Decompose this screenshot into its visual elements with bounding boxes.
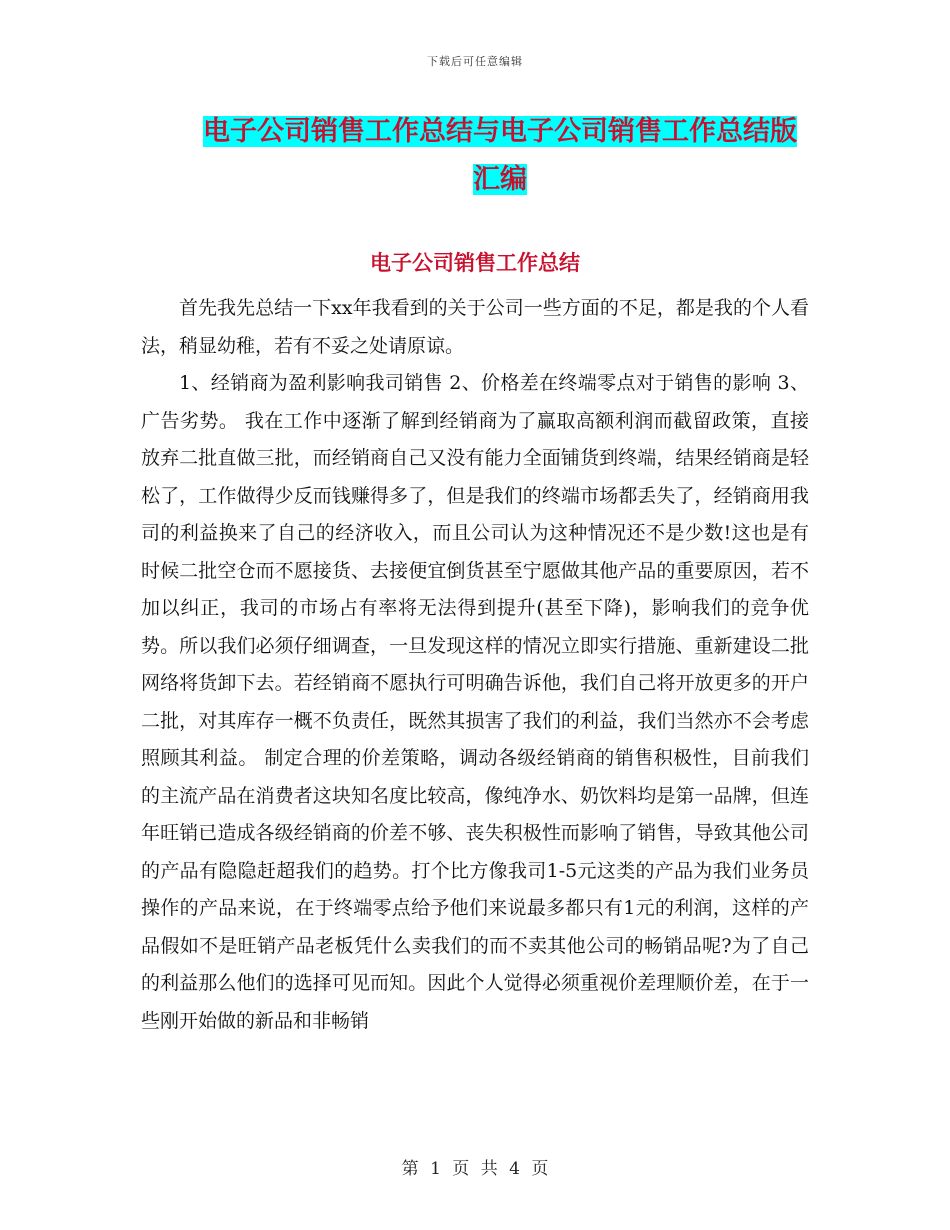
document-title-text: 电子公司销售工作总结与电子公司销售工作总结版汇编 bbox=[203, 116, 797, 195]
paragraph: 1、经销商为盈利影响我司销售 2、价格差在终端零点对于销售的影响 3、广告劣势。 我在工作中逐渐了解到经销商为了赢取高额利润而截留政策，直接放弃二批直做三批，而经销商自己又没有能力全面铺货到终端，结果经销商是轻松了，工作做得少反而钱赚得多了，但是我们的终端市场都丢失了，经销商用我司的利益换来了自己的经济收入，而且公司认为这种情况还不是少数!这也是有时候二批空仓而不愿接货、去接便宜倒货甚至宁愿做其他产品的重要原因，若不加以纠正，我司的市场占有率将无法得到提升(甚至下降)，影响我们的竞争优势。所以我们必须仔细调查，一旦发现这样的情况立即实行措施、重新建设二批网络将货卸下去。若经销商不愿执行可明确告诉他，我们自己将开放更多的开户二批，对其库存一概不负责任，既然其损害了我们的利益，我们当然亦不会考虑照顾其利益。 制定合理的价差策略，调动各级经销商的销售积极性，目前我们的主流产品在消费者这块知名度比较高，像纯净水、奶饮料均是第一品牌，但连年旺销已造成各级经销商的价差不够、丧失积极性而影响了销售，导致其他公司的产品有隐隐赶超我们的趋势。打个比方像我司1-5元这类的产品为我们业务员操作的产品来说，在于终端零点给予他们来说最多都只有1元的利润，这样的产品假如不是旺销产品老板凭什么卖我们的而不卖其他公司的畅销品呢?为了自己的利益那么他们的选择可见而知。因此个人觉得必须重视价差理顺价差，在于一些刚开始做的新品和非畅销 bbox=[141, 372, 809, 1032]
header-note: 下载后可任意编辑 bbox=[427, 55, 523, 68]
paragraph: 首先我先总结一下xx年我看到的关于公司一些方面的不足，都是我的个人看法，稍显幼稚，若有不妥之处请原谅。 bbox=[141, 297, 809, 357]
document-title bbox=[190, 108, 810, 204]
page-footer: 第 1 页 共 4 页 bbox=[401, 1159, 549, 1179]
document-body bbox=[141, 290, 809, 1040]
section-heading: 电子公司销售工作总结 bbox=[370, 251, 580, 275]
